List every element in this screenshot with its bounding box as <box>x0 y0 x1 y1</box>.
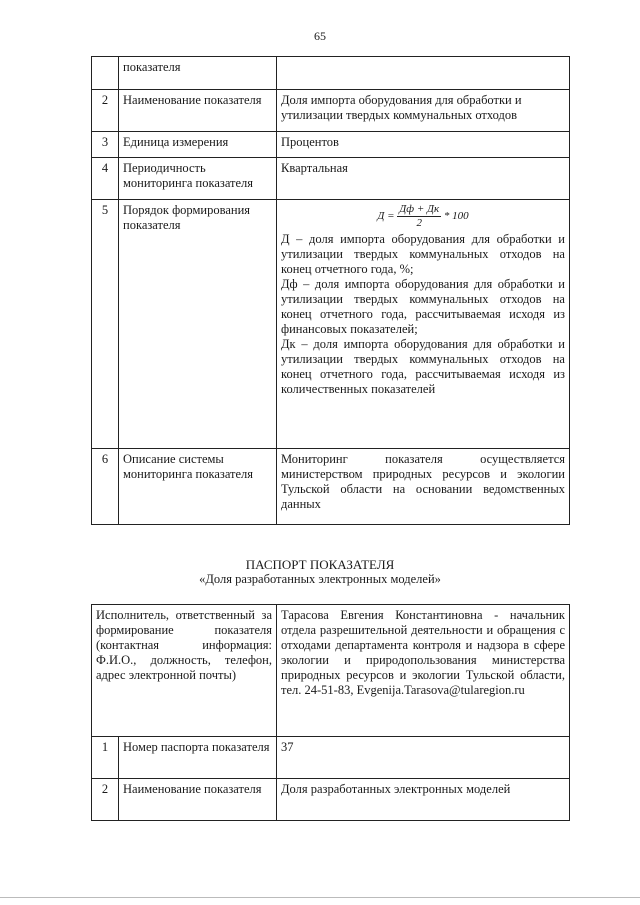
table-row <box>92 449 570 525</box>
definition-d: Д – доля импорта оборудования для обработки и утилизации твердых коммунальных отходов на конец отчетного года, %; <box>281 232 565 276</box>
row-label: Наименование показателя <box>119 779 277 821</box>
passport-title: ПАСПОРТ ПОКАЗАТЕЛЯ <box>245 557 395 572</box>
row-value: Доля разработанных электронных моделей <box>277 779 570 821</box>
formula-fraction <box>397 203 441 230</box>
row-value: Мониторинг показателя осуществляется министерством природных ресурсов и экологии Тульской области на основании ведомственных данных <box>277 449 570 525</box>
row-number: 4 <box>92 158 119 200</box>
executor-label: Исполнитель, ответственный за формирование показателя (контактная информация: Ф.И.О., должность, телефон, адрес электронной почты) <box>92 605 277 737</box>
row-label: Единица измерения <box>119 132 277 158</box>
row-label: Порядок формирования показателя <box>119 200 277 449</box>
passport-subtitle: «Доля разработанных электронных моделей» <box>199 572 441 586</box>
definition-df: Дф – доля импорта оборудования для обработки и утилизации твердых коммунальных отходов на конец отчетного года, рассчитываемая исходя из финансовых показателей; <box>281 277 565 336</box>
row-label: Наименование показателя <box>119 90 277 132</box>
formula-denominator: 2 <box>416 217 422 229</box>
passport-table <box>91 604 570 821</box>
definition-dk: Дк – доля импорта оборудования для обработки и утилизации твердых коммунальных отходов на конец отчетного года, рассчитываемая исходя из количественных показателей <box>281 337 565 396</box>
formula <box>281 203 565 230</box>
row-label: Периодичность мониторинга показателя <box>119 158 277 200</box>
row-number: 2 <box>92 779 119 821</box>
row-number: 6 <box>92 449 119 525</box>
row-number: 5 <box>92 200 119 449</box>
scan-artifact <box>0 897 640 898</box>
row-number <box>92 57 119 90</box>
page-number: 65 <box>314 29 326 43</box>
row-value: 37 <box>277 737 570 779</box>
row-number: 2 <box>92 90 119 132</box>
row-value: Квартальная <box>277 158 570 200</box>
row-value <box>277 200 570 449</box>
formula-numerator: Дф + Дк <box>399 203 440 215</box>
table-row <box>92 605 570 737</box>
table-row <box>92 132 570 158</box>
row-value <box>277 57 570 90</box>
indicator-table-continued <box>91 56 570 525</box>
table-row <box>92 158 570 200</box>
row-label: Описание системы мониторинга показателя <box>119 449 277 525</box>
table-row <box>92 57 570 90</box>
row-label: Номер паспорта показателя <box>119 737 277 779</box>
row-number: 1 <box>92 737 119 779</box>
table-row <box>92 779 570 821</box>
row-value: Доля импорта оборудования для обработки и утилизации твердых коммунальных отходов <box>277 90 570 132</box>
table-row <box>92 737 570 779</box>
formula-tail: * 100 <box>443 210 469 223</box>
row-value: Процентов <box>277 132 570 158</box>
table-row <box>92 90 570 132</box>
executor-value: Тарасова Евгения Константиновна - начальник отдела разрешительной деятельности и обращения с отходами департамента контроля и надзора в сфере экологии и природопользования министерства природных ресурсов и экологии Тульской области, тел. 24-51-83, Evgenija.Tarasova@tularegion.ru <box>277 605 570 737</box>
row-number: 3 <box>92 132 119 158</box>
table-row <box>92 200 570 449</box>
formula-lhs: Д = <box>377 210 395 223</box>
row-label: показателя <box>119 57 277 90</box>
